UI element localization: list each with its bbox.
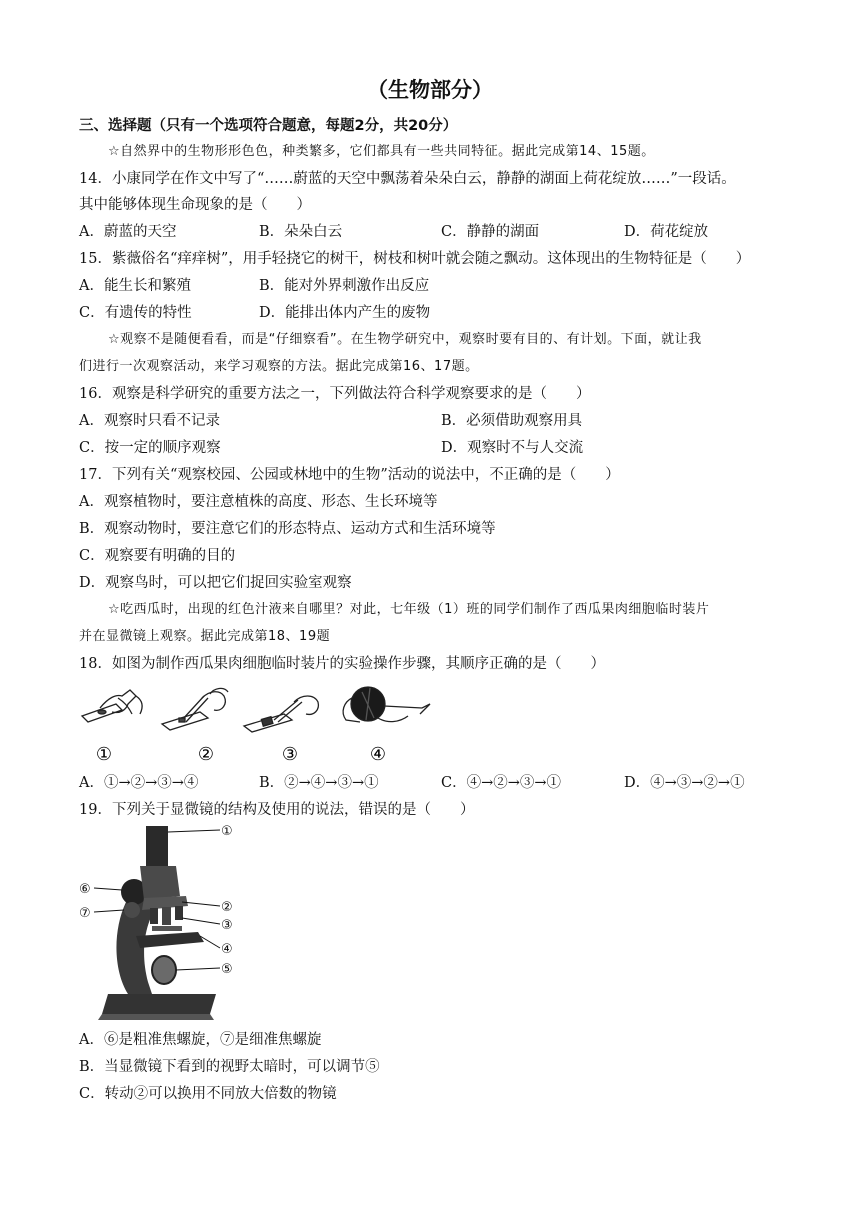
section-heading: 三、选择题（只有一个选项符合题意，每题2分，共20分） (79, 118, 458, 134)
q18-option-b: B．②→④→③→① (259, 775, 379, 791)
q14-option-b: B．朵朵白云 (259, 224, 343, 240)
q14-stem-line1: 14．小康同学在作文中写了“……蔚蓝的天空中飘荡着朵朵白云，静静的湖面上荷花绽放……”一段话。 (79, 171, 736, 187)
q17-option-b: B．观察动物时，要注意它们的形态特点、运动方式和生活环境等 (79, 521, 496, 537)
microscope-label-2: ② (221, 900, 233, 915)
q16-stem: 16．观察是科学研究的重要方法之一，下列做法符合科学观察要求的是（ ） (79, 386, 591, 402)
q18-option-d: D．④→③→②→① (624, 775, 745, 791)
tube-body (140, 866, 180, 900)
intro-18-19-line2: 并在显微镜上观察。据此完成第18、19题 (79, 629, 331, 644)
microscope-figure (78, 822, 248, 1020)
microscope-label-4: ④ (221, 942, 233, 957)
intro-16-17-line1: ☆观察不是随便看看，而是“仔细察看”。在生物学研究中，观察时要有目的、有计划。下面，就让我 (108, 332, 702, 347)
q19-option-c: C．转动②可以换用不同放大倍数的物镜 (79, 1086, 337, 1102)
q18-option-c: C．④→②→③→① (441, 775, 562, 791)
microscope-label-5: ⑤ (221, 962, 233, 977)
q16-option-c: C．按一定的顺序观察 (79, 440, 221, 456)
reflector-mirror (152, 956, 176, 984)
q15-option-c: C．有遗传的特性 (79, 305, 192, 321)
step1-illustration (82, 690, 142, 722)
q15-option-b: B．能对外界刺激作出反应 (259, 278, 430, 294)
q17-stem: 17．下列有关“观察校园、公园或林地中的生物”活动的说法中，不正确的是（ ） (79, 467, 620, 483)
q19-option-a: A．⑥是粗准焦螺旋，⑦是细准焦螺旋 (79, 1032, 322, 1048)
q14-option-c: C．静静的湖面 (441, 224, 540, 240)
step-label-4: ④ (369, 744, 387, 765)
stage (136, 932, 204, 948)
step-label-1: ① (95, 744, 113, 765)
microscope-base (102, 994, 216, 1014)
q15-stem: 15．紫薇俗名“痒痒树”，用手轻挠它的树干，树枝和树叶就会随之飘动。这体现出的生物特征是（ ） (79, 251, 751, 267)
intro-18-19-line1: ☆吃西瓜时，出现的红色汁液来自哪里？对此，七年级（1）班的同学们制作了西瓜果肉细胞临时装片 (108, 602, 710, 617)
microscope-label-6: ⑥ (79, 882, 91, 897)
q19-option-b: B．当显微镜下看到的视野太暗时，可以调节⑤ (79, 1059, 380, 1075)
q18-stem: 18．如图为制作西瓜果肉细胞临时装片的实验操作步骤，其顺序正确的是（ ） (79, 656, 605, 672)
objective-lens-a (150, 908, 158, 924)
q16-option-a: A．观察时只看不记录 (79, 413, 220, 429)
intro-16-17-line2: 们进行一次观察活动，来学习观察的方法。据此完成第16、17题。 (79, 359, 479, 374)
q16-option-d: D．观察时不与人交流 (441, 440, 584, 456)
q14-option-d: D．荷花绽放 (624, 224, 709, 240)
step-label-2: ② (197, 744, 215, 765)
microscope-label-1: ① (221, 824, 233, 839)
intro-14-15: ☆自然界中的生物形形色色，种类繁多，它们都具有一些共同特征。据此完成第14、15题。 (108, 144, 655, 159)
q16-option-b: B．必须借助观察用具 (441, 413, 583, 429)
slide-preparation-steps-figure (78, 684, 448, 769)
objective-lens-b (162, 907, 171, 925)
q17-option-d: D．观察鸟时，可以把它们捉回实验室观察 (79, 575, 352, 591)
fine-focus-knob (124, 902, 140, 918)
q15-option-d: D．能排出体内产生的废物 (259, 305, 431, 321)
step-label-3: ③ (281, 744, 299, 765)
q15-option-a: A．能生长和繁殖 (79, 278, 191, 294)
step2-illustration (162, 688, 228, 730)
objective-lens-c (175, 906, 183, 920)
step4-illustration (343, 687, 430, 722)
q18-option-a: A．①→②→③→④ (79, 775, 199, 791)
q19-stem: 19．下列关于显微镜的结构及使用的说法，错误的是（ ） (79, 802, 475, 818)
q14-stem-line2: 其中能够体现生命现象的是（ ） (79, 197, 311, 213)
page-title: （生物部分） (367, 78, 493, 102)
q17-option-c: C．观察要有明确的目的 (79, 548, 236, 564)
microscope-label-3: ③ (221, 918, 233, 933)
eyepiece (146, 826, 168, 868)
microscope-label-7: ⑦ (79, 906, 91, 921)
step3-illustration (244, 696, 318, 732)
q14-option-a: A．蔚蓝的天空 (79, 224, 177, 240)
q17-option-a: A．观察植物时，要注意植株的高度、形态、生长环境等 (79, 494, 438, 510)
